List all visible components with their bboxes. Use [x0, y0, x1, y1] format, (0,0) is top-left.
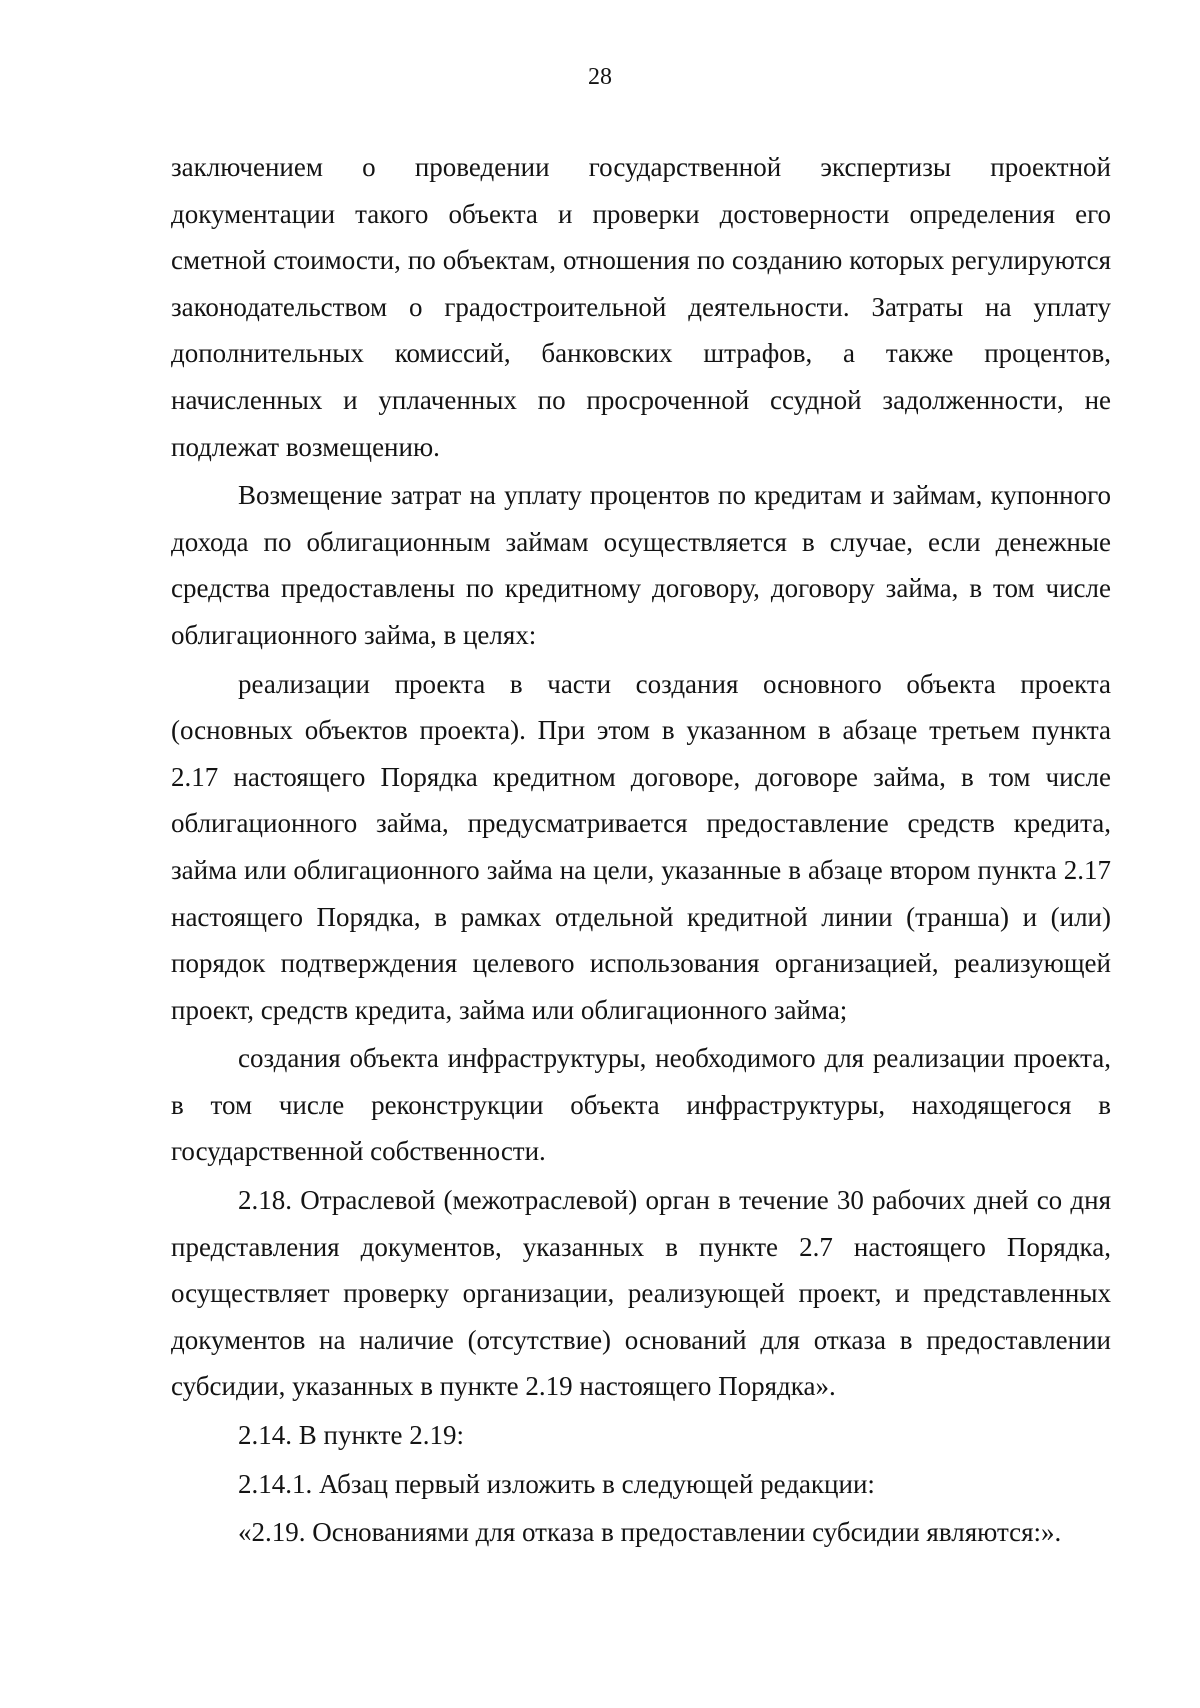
paragraph-6: 2.14. В пункте 2.19:	[238, 1420, 464, 1451]
paragraph-8: «2.19. Основаниями для отказа в предоставлении субсидии являются:».	[238, 1517, 1062, 1548]
paragraph-7: 2.14.1. Абзац первый изложить в следующей редакции:	[238, 1468, 875, 1499]
paragraph-4: создания объекта инфраструктуры, необходимого для реализации проекта, в том числе реконструкции объекта инфраструктуры, находящегося в государственной собственности.	[171, 1043, 1111, 1167]
paragraph-2: Возмещение затрат на уплату процентов по кредитам и займам, купонного дохода по облигационным займам осуществляется в случае, если денежные средства предоставлены по кредитному договору, договору займа, в том числе облигационного займа, в целях:	[171, 480, 1111, 650]
paragraph-5: 2.18. Отраслевой (межотраслевой) орган в течение 30 рабочих дней со дня представления документов, указанных в пункте 2.7 настоящего Порядка, осуществляет проверку организации, реализующей проект, и представленных документов на наличие (отсутствие) оснований для отказа в предоставлении субсидии, указанных в пункте 2.19 настоящего Порядка».	[171, 1185, 1111, 1402]
paragraph-1: заключением о проведении государственной экспертизы проектной документации такого объекта и проверки достоверности определения его сметной стоимости, по объектам, отношения по созданию которых регулируются законодательством о градостроительной деятельности. Затраты на уплату дополнительных комиссий, банковских штрафов, а также процентов, начисленных и уплаченных по просроченной ссудной задолженности, не подлежат возмещению.	[171, 152, 1111, 462]
paragraph-3: реализации проекта в части создания основного объекта проекта (основных объектов проекта). При этом в указанном в абзаце третьем пункта 2.17 настоящего Порядка кредитном договоре, договоре займа, в том числе облигационного займа, предусматривается предоставление средств кредита, займа или облигационного займа на цели, указанные в абзаце втором пункта 2.17 настоящего Порядка, в рамках отдельной кредитной линии (транша) и (или) порядок подтверждения целевого использования организацией, реализующей проект, средств кредита, займа или облигационного займа;	[171, 668, 1111, 1025]
document-body	[171, 144, 1111, 1556]
page-number: 28	[588, 64, 612, 90]
